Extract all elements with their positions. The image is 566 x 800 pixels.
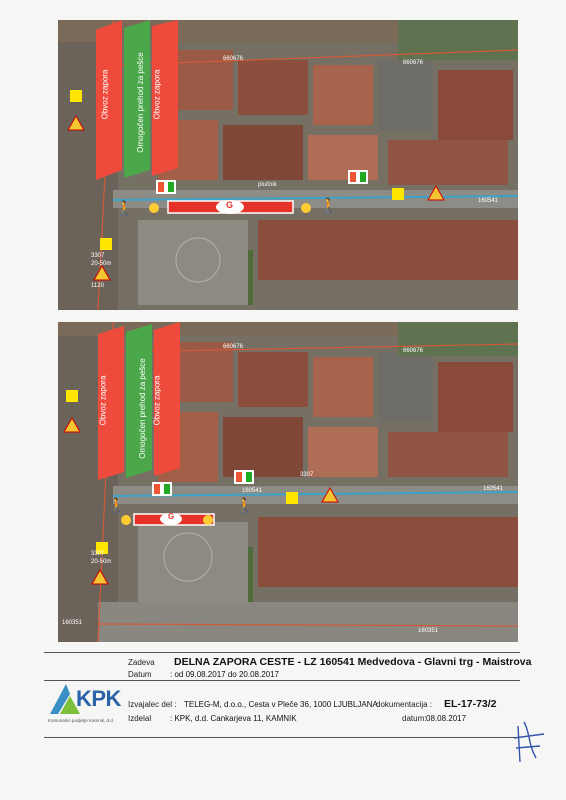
izvajalec-value: TELEG-M, d.o.o., Cesta v Pleče 36, 1000 LJUBLJANA xyxy=(184,700,378,709)
datum-value: : od 09.08.2017 do 20.08.2017 xyxy=(170,670,279,679)
pedestrian-icon: 🚶 xyxy=(116,200,134,216)
barrier-letter: G xyxy=(168,512,175,521)
street-number: 160351 xyxy=(418,628,439,634)
logo-text: KPK xyxy=(76,686,121,711)
izvajalec-label: Izvajalec del : xyxy=(128,700,177,709)
pedestrian-icon: 🚶 xyxy=(320,197,338,213)
site-map-bottom xyxy=(58,322,518,642)
location-label: plučnik xyxy=(258,182,277,188)
street-number: 3307 xyxy=(300,472,314,478)
title-block xyxy=(44,652,532,738)
street-number: 160541 xyxy=(478,198,499,204)
dokumentacija-label: dokumentacija : xyxy=(376,700,433,709)
izdelal-label: Izdelal xyxy=(128,714,152,723)
lane-label-3: Obvoz zapora xyxy=(152,375,162,426)
datum-label: Datum xyxy=(128,670,152,679)
distance-label: 20-50m xyxy=(91,261,112,267)
street-number: 160541 xyxy=(242,488,263,494)
izdelal-value: : KPK, d.d. Cankarjeva 11, KAMNIK xyxy=(170,714,297,723)
doc-datum-value: 08.08.2017 xyxy=(426,714,467,723)
street-number: 660676 xyxy=(403,60,424,66)
lane-label-2: Omogočen prehod za pešce xyxy=(135,52,145,153)
street-number: 660676 xyxy=(403,348,424,354)
lane-label-1: Obvoz zapora xyxy=(100,69,110,120)
lane-label-1: Obvoz zapora xyxy=(98,375,108,426)
signature-scribble xyxy=(510,718,550,768)
street-number: 160351 xyxy=(62,620,83,626)
street-number: 3307 xyxy=(91,551,105,557)
doc-datum-label: datum: xyxy=(402,714,427,723)
street-number: 3307 xyxy=(91,253,105,259)
street-number: 1120 xyxy=(91,283,104,289)
street-number: 660676 xyxy=(223,344,244,350)
street-number: 160541 xyxy=(483,486,504,492)
street-number: 660676 xyxy=(223,56,244,62)
dokumentacija-value: EL-17-73/2 xyxy=(444,698,497,710)
barrier-letter: G xyxy=(226,200,234,210)
lane-label-2: Omogočen prehod za pešce xyxy=(137,358,147,459)
zadeva-value: DELNA ZAPORA CESTE - LZ 160541 Medvedova - Glavni trg - Maistrova xyxy=(174,656,532,668)
lane-label-3: Obvoz zapora xyxy=(152,69,162,120)
pedestrian-icon: 🚶 xyxy=(108,497,126,513)
pedestrian-icon: 🚶 xyxy=(236,497,254,513)
logo-subtitle: Komunalno podjetje Kamnik, d.d. xyxy=(48,718,115,723)
zadeva-label: Zadeva xyxy=(128,658,155,667)
distance-label: 20-50m xyxy=(91,559,112,565)
site-map-top xyxy=(58,20,518,310)
